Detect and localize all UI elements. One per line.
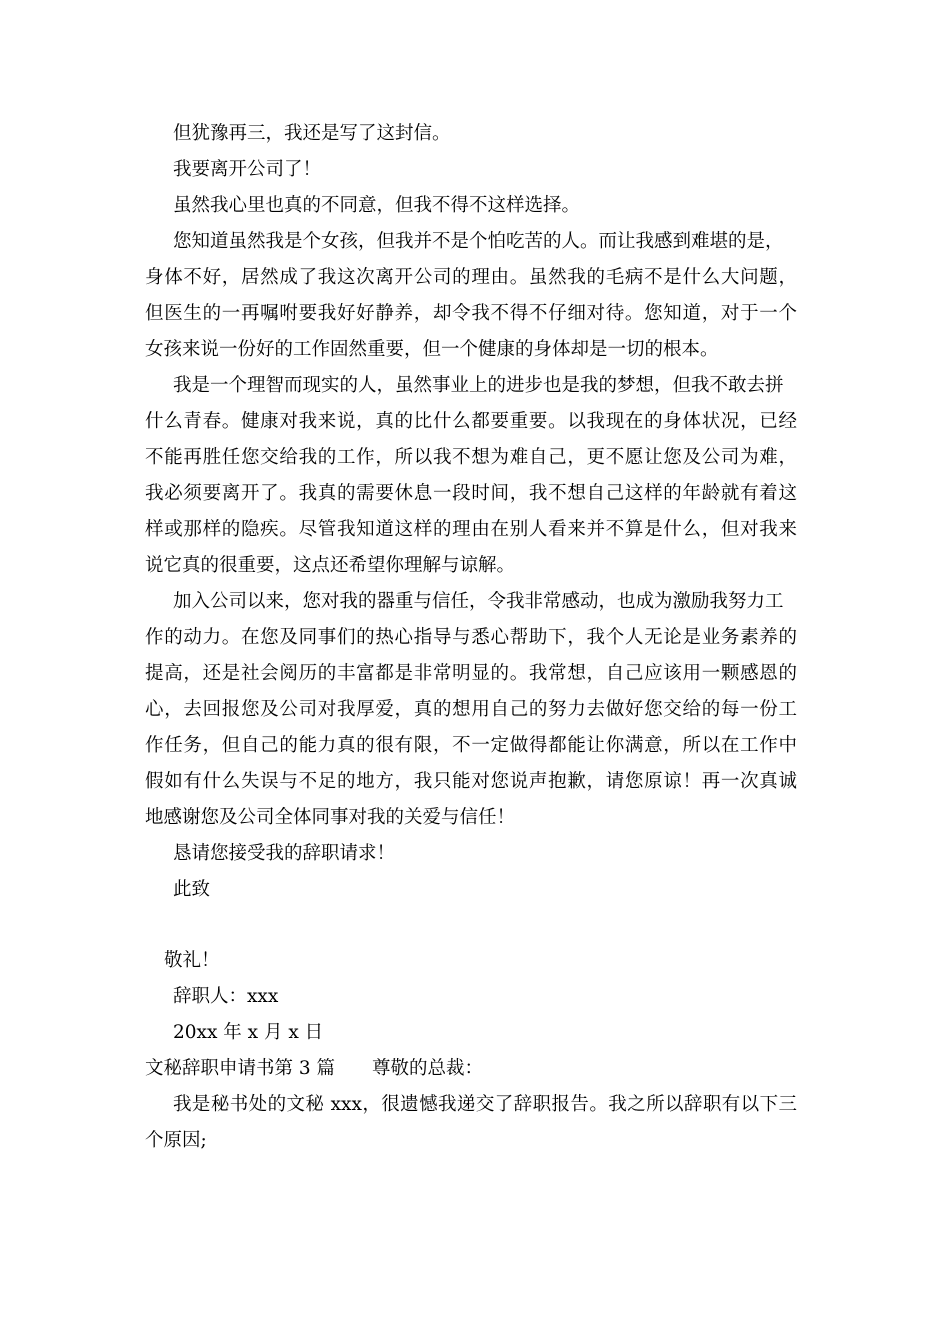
- paragraph-line: 不能再胜任您交给我的工作，所以我不想为难自己，更不愿让您及公司为难，: [145, 447, 797, 468]
- paragraph-line: 女孩来说一份好的工作固然重要，但一个健康的身体却是一切的根本。: [145, 339, 719, 360]
- paragraph-line: 身体不好，居然成了我这次离开公司的理由。虽然我的毛病不是什么大问题，: [145, 267, 797, 288]
- signature-line: 辞职人：xxx: [173, 986, 279, 1007]
- paragraph-line: 加入公司以来，您对我的器重与信任，令我非常感动，也成为激励我努力工: [173, 591, 784, 612]
- paragraph-line: 我是一个理智而现实的人，虽然事业上的进步也是我的梦想，但我不敢去拼: [173, 375, 784, 396]
- paragraph-line: 个原因;: [145, 1130, 207, 1151]
- paragraph-line: 作的动力。在您及同事们的热心指导与悉心帮助下，我个人无论是业务素养的: [145, 627, 797, 648]
- paragraph-line: 但医生的一再嘱咐要我好好静养，却令我不得不仔细对待。您知道，对于一个: [145, 303, 797, 324]
- request-line: 恳请您接受我的辞职请求！: [173, 843, 396, 864]
- paragraph-line: 样或那样的隐疾。尽管我知道这样的理由在别人看来并不算是什么，但对我来: [145, 519, 797, 540]
- text-line: 但犹豫再三，我还是写了这封信。: [173, 123, 451, 144]
- paragraph-line: 心，去回报您及公司对我厚爱，真的想用自己的努力去做好您交给的每一份工: [145, 699, 797, 720]
- paragraph-line: 您知道虽然我是个女孩，但我并不是个怕吃苦的人。而让我感到难堪的是，: [173, 231, 784, 252]
- paragraph-line: 提高，还是社会阅历的丰富都是非常明显的。我常想，自己应该用一颗感恩的: [145, 663, 797, 684]
- salutation-line: 敬礼！: [164, 950, 220, 971]
- text-line: 我要离开公司了！: [173, 159, 322, 180]
- paragraph-line: 我是秘书处的文秘 xxx，很遗憾我递交了辞职报告。我之所以辞职有以下三: [173, 1094, 797, 1115]
- paragraph-line: 作任务，但自己的能力真的很有限，不一定做得都能让你满意，所以在工作中: [145, 735, 797, 756]
- section-heading: 文秘辞职申请书第 3 篇 尊敬的总裁：: [145, 1058, 484, 1079]
- paragraph-line: 说它真的很重要，这点还希望你理解与谅解。: [145, 555, 516, 576]
- paragraph-line: 什么青春。健康对我来说，真的比什么都要重要。以我现在的身体状况，已经: [145, 411, 797, 432]
- paragraph-line: 假如有什么失误与不足的地方，我只能对您说声抱歉，请您原谅！再一次真诚: [145, 771, 797, 792]
- paragraph-line: 我必须要离开了。我真的需要休息一段时间，我不想自己这样的年龄就有着这: [145, 483, 797, 504]
- date-line: 20xx 年 x 月 x 日: [173, 1022, 324, 1043]
- text-line: 虽然我心里也真的不同意，但我不得不这样选择。: [173, 195, 581, 216]
- paragraph-line: 地感谢您及公司全体同事对我的关爱与信任！: [145, 807, 516, 828]
- closing-line: 此致: [173, 879, 211, 900]
